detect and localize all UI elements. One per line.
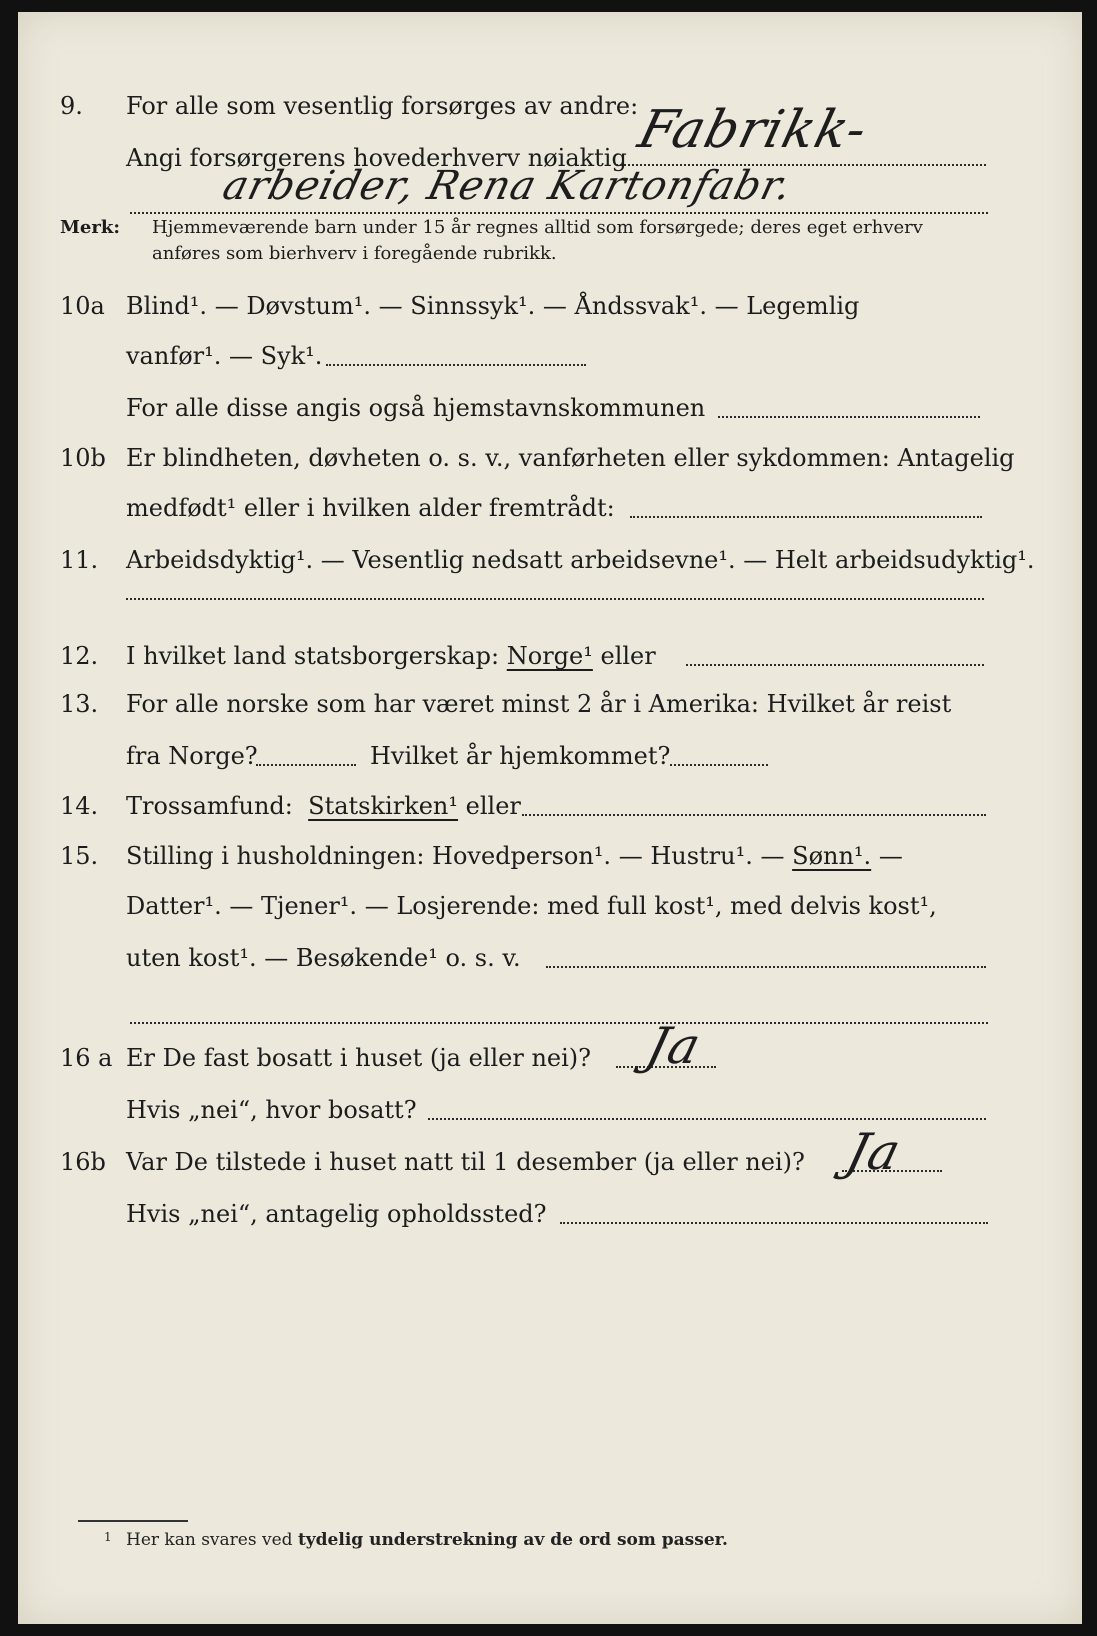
- answer-line: [560, 1222, 988, 1224]
- question-number: 10a: [60, 292, 105, 320]
- question-11-row-1: [18, 538, 1082, 582]
- note-label: Merk:: [60, 217, 120, 238]
- footnote-emphasis: tydelig understrekning av de ord som passer.: [297, 1530, 728, 1550]
- question-text: For alle disse angis også hjemstavnskommunen: [126, 394, 706, 422]
- question-number: 12.: [60, 642, 99, 670]
- question-text: Angi forsørgerens hovederhverv nøiaktig: [126, 144, 627, 172]
- answer-line: [130, 1022, 988, 1024]
- question-13-row-2: [18, 734, 1082, 778]
- question-text: Datter¹. — Tjener¹. — Losjerende: med full kost¹, med delvis kost¹,: [126, 892, 937, 920]
- question-text: eller: [465, 792, 521, 820]
- handwritten-answer: Ja: [640, 1017, 708, 1075]
- question-12-row: [18, 634, 1082, 678]
- footnote-text: Her kan svares ved: [126, 1530, 293, 1550]
- question-10a-row-1: [18, 284, 1082, 328]
- question-14-row: [18, 784, 1082, 828]
- question-text: fra Norge?: [126, 742, 258, 770]
- answer-line: [256, 764, 356, 766]
- question-text: Hvilket år hjemkommet?: [370, 742, 671, 770]
- handwritten-answer: Ja: [840, 1123, 908, 1181]
- question-number: 13.: [60, 690, 99, 718]
- question-number: 11.: [60, 546, 99, 574]
- answer-line: [326, 364, 586, 366]
- question-text: Stilling i husholdningen: Hovedperson¹. — Hustru¹. —: [126, 842, 785, 870]
- question-number: 9.: [60, 92, 83, 120]
- question-number: 16 a: [60, 1044, 113, 1072]
- underlined-choice: Sønn¹.: [792, 842, 872, 870]
- question-10b-row-2: [18, 486, 1082, 530]
- question-text-group: [126, 634, 656, 678]
- question-15-row-2: [18, 884, 1082, 928]
- question-text: Hvis „nei“, antagelig opholdssted?: [126, 1200, 547, 1228]
- answer-line: [718, 416, 980, 418]
- question-text: Hvis „nei“, hvor bosatt?: [126, 1096, 417, 1124]
- question-text: Blind¹. — Døvstum¹. — Sinnssyk¹. — Åndssvak¹. — Legemlig: [126, 292, 860, 320]
- underlined-choice: Statskirken¹: [308, 792, 459, 820]
- question-text: For alle norske som har været minst 2 år i Amerika: Hvilket år reist: [126, 690, 952, 718]
- answer-line: [630, 516, 982, 518]
- answer-line: [670, 764, 768, 766]
- note-text: Hjemmeværende barn under 15 år regnes alltid som forsørgede; deres eget erhverv: [152, 217, 923, 238]
- question-text: vanfør¹. — Syk¹.: [126, 342, 323, 370]
- note-row-2: [18, 240, 1082, 284]
- question-text-group: [126, 784, 521, 828]
- question-text: For alle som vesentlig forsørges av andre:: [126, 92, 639, 120]
- question-9-row-1: [18, 84, 1082, 128]
- question-15-row-3: [18, 936, 1082, 980]
- handwritten-answer: arbeider, Rena Kartonfabr.: [218, 163, 797, 209]
- question-text: Er De fast bosatt i huset (ja eller nei)?: [126, 1044, 592, 1072]
- question-number: 16b: [60, 1148, 106, 1176]
- question-16a-row-2: [18, 1088, 1082, 1132]
- underlined-choice: Norge¹: [506, 642, 593, 670]
- question-13-row-1: [18, 682, 1082, 726]
- question-text: Arbeidsdyktig¹. — Vesentlig nedsatt arbeidsevne¹. — Helt arbeidsudyktig¹.: [126, 546, 1035, 574]
- footnote: [104, 1530, 728, 1550]
- footnote-rule: [78, 1520, 188, 1522]
- handwritten-answer: Fabrikk-: [632, 100, 874, 160]
- answer-line: [126, 598, 984, 600]
- note-text: anføres som bierhverv i foregående rubrikk.: [152, 243, 557, 264]
- question-text-group: [126, 834, 903, 878]
- question-number: 14.: [60, 792, 99, 820]
- answer-line: [522, 814, 986, 816]
- question-number: 15.: [60, 842, 99, 870]
- answer-line: [686, 664, 984, 666]
- question-text: Er blindheten, døvheten o. s. v., vanførheten eller sykdommen: Antagelig: [126, 444, 1015, 472]
- footnote-mark: 1: [104, 1530, 112, 1544]
- question-number: 10b: [60, 444, 106, 472]
- question-10a-row-2: [18, 334, 1082, 378]
- answer-line: [546, 966, 986, 968]
- question-text: Trossamfund:: [126, 792, 293, 820]
- question-15-row-1: [18, 834, 1082, 878]
- question-16b-row-2: [18, 1192, 1082, 1236]
- question-16b-row-1: [18, 1140, 1082, 1184]
- question-text: eller: [600, 642, 656, 670]
- question-text: uten kost¹. — Besøkende¹ o. s. v.: [126, 944, 521, 972]
- question-text: Var De tilstede i huset natt til 1 desember (ja eller nei)?: [126, 1148, 805, 1176]
- question-10b-row-1: [18, 436, 1082, 480]
- census-form-page: [18, 12, 1082, 1624]
- answer-line: [428, 1118, 986, 1120]
- question-text: —: [878, 842, 903, 870]
- question-10a-row-3: [18, 386, 1082, 430]
- question-16a-row-1: [18, 1036, 1082, 1080]
- question-text: medfødt¹ eller i hvilken alder fremtrådt:: [126, 494, 615, 522]
- question-text: I hvilket land statsborgerskap:: [126, 642, 500, 670]
